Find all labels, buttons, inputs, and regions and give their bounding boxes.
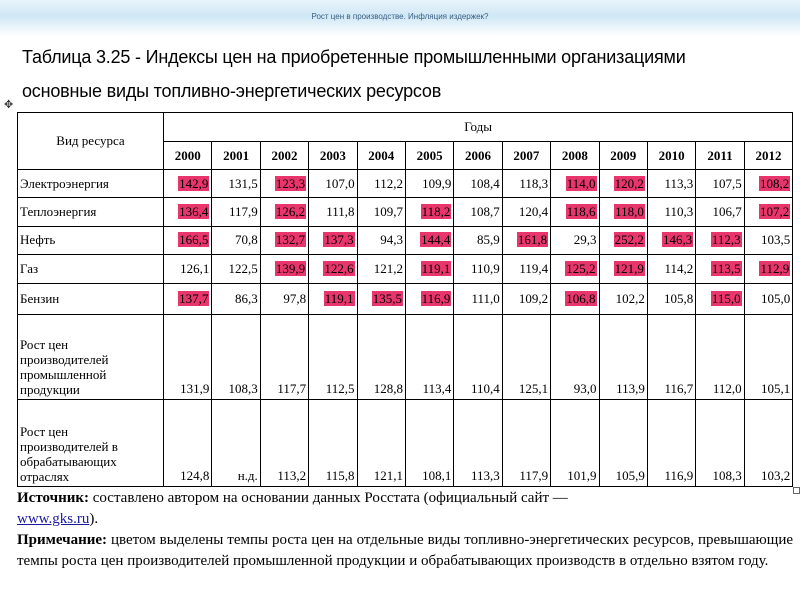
row-label-line: Рост цен xyxy=(20,336,69,352)
year-header: 2012 xyxy=(744,142,793,170)
value-cell xyxy=(696,198,744,226)
year-header: 2000 xyxy=(164,142,212,170)
years-header: Годы xyxy=(164,113,793,142)
value-cell xyxy=(357,255,405,284)
value-cell xyxy=(454,314,502,399)
value-cell xyxy=(405,170,453,198)
highlighted-value-cell xyxy=(260,226,308,254)
value-cell xyxy=(212,314,260,399)
highlighted-value-cell xyxy=(744,198,793,226)
year-header: 2002 xyxy=(260,142,308,170)
highlighted-value-cell xyxy=(551,284,599,314)
cell-value: 107,5 xyxy=(712,175,742,191)
value-cell xyxy=(309,314,357,399)
value-cell xyxy=(599,284,647,314)
value-cell xyxy=(357,198,405,226)
cell-value: 142,9 xyxy=(179,175,209,191)
value-cell xyxy=(309,170,357,198)
value-cell xyxy=(309,399,357,486)
value-cell xyxy=(454,226,502,254)
highlighted-value-cell xyxy=(551,170,599,198)
value-cell xyxy=(357,399,405,486)
year-header: 2010 xyxy=(647,142,695,170)
row-label-line: производителей в xyxy=(20,439,118,454)
value-cell xyxy=(164,314,212,399)
value-cell xyxy=(357,314,405,399)
table-move-handle-icon[interactable]: ✥ xyxy=(4,98,14,111)
highlighted-value-cell xyxy=(405,226,453,254)
year-header: 2003 xyxy=(309,142,357,170)
row-label-line: производителей xyxy=(20,351,109,367)
cell-value: 101,9 xyxy=(567,468,597,483)
value-cell xyxy=(647,170,695,198)
cell-value: 109,7 xyxy=(373,204,403,220)
cell-value: 116,9 xyxy=(421,291,451,307)
value-cell xyxy=(212,255,260,284)
value-cell xyxy=(502,198,550,226)
highlighted-value-cell xyxy=(405,284,453,314)
value-cell xyxy=(502,170,550,198)
cell-value: 107,2 xyxy=(759,204,790,220)
value-cell xyxy=(309,198,357,226)
table-resize-handle[interactable] xyxy=(793,487,800,494)
cell-value: 117,9 xyxy=(519,468,549,483)
cell-value: 113,3 xyxy=(664,175,694,191)
cell-value: 125,2 xyxy=(566,261,596,277)
row-label xyxy=(18,314,164,399)
cell-value: 86,3 xyxy=(235,291,258,307)
source-label: Источник: xyxy=(17,490,89,506)
table-row xyxy=(18,399,793,486)
table-row xyxy=(18,284,793,314)
row-label: Бензин xyxy=(18,284,164,314)
value-cell xyxy=(696,170,744,198)
highlighted-value-cell xyxy=(647,226,695,254)
cell-value: 108,3 xyxy=(712,468,742,483)
cell-value: 117,7 xyxy=(277,380,307,396)
remark-note xyxy=(17,530,793,572)
cell-value: 121,9 xyxy=(614,261,644,277)
cell-value: 113,3 xyxy=(470,468,500,483)
table-row xyxy=(18,170,793,198)
cell-value: 146,3 xyxy=(663,232,693,248)
cell-value: 105,9 xyxy=(615,468,645,483)
highlighted-value-cell xyxy=(357,284,405,314)
year-header: 2005 xyxy=(405,142,453,170)
cell-value: 122,5 xyxy=(228,261,258,277)
cell-value: 112,0 xyxy=(712,380,742,396)
table-title xyxy=(22,40,800,108)
row-label: Нефть xyxy=(18,226,164,254)
row-label-line: отраслях xyxy=(20,469,70,484)
source-text: составлено автором на основании данных Росстата (официальный сайт — xyxy=(89,490,568,506)
value-cell xyxy=(696,399,744,486)
highlighted-value-cell xyxy=(599,255,647,284)
cell-value: 132,7 xyxy=(275,232,306,248)
cell-value: 108,4 xyxy=(470,175,500,191)
cell-value: 112,9 xyxy=(760,261,790,277)
cell-value: 109,9 xyxy=(422,175,452,191)
cell-value: 113,9 xyxy=(616,380,645,396)
cell-value: 252,2 xyxy=(614,232,644,248)
value-cell xyxy=(454,255,502,284)
cell-value: 97,8 xyxy=(283,291,307,307)
highlighted-value-cell xyxy=(164,226,212,254)
highlighted-value-cell xyxy=(502,226,550,254)
year-header: 2007 xyxy=(502,142,550,170)
cell-value: 113,2 xyxy=(277,468,307,483)
value-cell xyxy=(212,198,260,226)
cell-value: 108,7 xyxy=(470,204,500,220)
cell-value: 121,1 xyxy=(373,468,403,483)
value-cell xyxy=(260,284,308,314)
cell-value: 124,8 xyxy=(180,468,210,483)
cell-value: 118,6 xyxy=(566,204,596,220)
highlighted-value-cell xyxy=(405,198,453,226)
year-header: 2004 xyxy=(357,142,405,170)
cell-value: 112,3 xyxy=(711,232,741,248)
highlighted-value-cell xyxy=(260,255,308,284)
table-title-line-1: Таблица 3.25 - Индексы цен на приобретенные промышленными организациями xyxy=(22,47,686,67)
cell-value: 105,8 xyxy=(664,291,694,307)
cell-value: 125,1 xyxy=(518,380,549,396)
year-header: 2009 xyxy=(599,142,647,170)
cell-value: 108,3 xyxy=(228,380,258,396)
value-cell xyxy=(599,399,647,486)
cell-value: 29,3 xyxy=(573,232,597,248)
value-cell xyxy=(599,314,647,399)
value-cell xyxy=(551,314,599,399)
value-cell xyxy=(260,314,308,399)
cell-value: 120,4 xyxy=(518,204,549,220)
value-cell xyxy=(212,226,260,254)
table-body xyxy=(18,170,793,487)
value-cell xyxy=(260,399,308,486)
cell-value: 118,0 xyxy=(615,204,644,220)
value-cell xyxy=(454,170,502,198)
cell-value: 108,1 xyxy=(422,468,452,483)
highlighted-value-cell xyxy=(309,255,357,284)
highlighted-value-cell xyxy=(260,170,308,198)
cell-value: 102,2 xyxy=(615,291,645,307)
value-cell xyxy=(696,314,744,399)
cell-value: 107,0 xyxy=(325,175,355,191)
highlighted-value-cell xyxy=(696,226,744,254)
cell-value: 111,8 xyxy=(326,204,355,220)
cell-value: 110,4 xyxy=(470,380,500,396)
cell-value: 144,4 xyxy=(421,232,451,248)
cell-value: 112,5 xyxy=(325,380,355,396)
value-cell xyxy=(502,255,550,284)
cell-value: 108,2 xyxy=(759,175,790,191)
value-cell xyxy=(647,255,695,284)
cell-value: 120,2 xyxy=(614,175,644,191)
cell-value: н.д. xyxy=(237,468,258,483)
cell-value: 123,3 xyxy=(275,175,306,191)
cell-value: 135,5 xyxy=(372,291,402,307)
cell-value: 109,2 xyxy=(518,291,549,307)
table-notes xyxy=(17,488,793,572)
value-cell xyxy=(405,399,453,486)
note-text: цветом выделены темпы роста цен на отдельные виды топливно-энергетических ресурсов, превышающие темпы роста цен производителей промышленной продукции и обрабатывающих производств в отдельно взятом году. xyxy=(17,532,793,569)
cell-value: 106,8 xyxy=(566,291,596,307)
header-row-years-label xyxy=(18,113,793,142)
cell-value: 121,2 xyxy=(373,261,403,277)
row-label-line: промышленной xyxy=(20,366,107,382)
highlighted-value-cell xyxy=(599,226,647,254)
cell-value: 113,5 xyxy=(711,261,741,277)
value-cell xyxy=(357,226,405,254)
cell-value: 131,9 xyxy=(180,380,210,396)
value-cell xyxy=(647,198,695,226)
cell-value: 112,2 xyxy=(374,175,403,191)
source-link[interactable]: www.gks.ru xyxy=(17,511,90,527)
cell-value: 114,2 xyxy=(664,261,694,277)
year-header: 2008 xyxy=(551,142,599,170)
cell-value: 117,9 xyxy=(229,204,258,220)
cell-value: 105,0 xyxy=(760,291,791,307)
value-cell xyxy=(357,170,405,198)
row-label: Электроэнергия xyxy=(18,170,164,198)
source-end: ). xyxy=(89,511,99,527)
value-cell xyxy=(551,226,599,254)
cell-value: 105,1 xyxy=(760,380,791,396)
cell-value: 122,6 xyxy=(324,261,354,277)
cell-value: 93,0 xyxy=(573,380,597,396)
cell-value: 118,2 xyxy=(421,204,451,220)
year-header: 2011 xyxy=(696,142,744,170)
row-label xyxy=(18,399,164,486)
cell-value: 126,2 xyxy=(275,204,306,220)
cell-value: 115,0 xyxy=(711,291,741,307)
highlighted-value-cell xyxy=(744,170,793,198)
price-index-table xyxy=(17,112,793,487)
cell-value: 113,4 xyxy=(422,380,452,396)
value-cell xyxy=(744,399,793,486)
highlighted-value-cell xyxy=(696,284,744,314)
value-cell xyxy=(502,284,550,314)
table-row xyxy=(18,226,793,254)
highlighted-value-cell xyxy=(405,255,453,284)
cell-value: 137,3 xyxy=(324,232,354,248)
value-cell xyxy=(551,399,599,486)
value-cell xyxy=(164,399,212,486)
row-label-line: Рост цен xyxy=(20,424,69,439)
highlighted-value-cell xyxy=(599,170,647,198)
value-cell xyxy=(744,284,793,314)
value-cell xyxy=(454,399,502,486)
highlighted-value-cell xyxy=(164,170,212,198)
table-title-line-2: основные виды топливно-энергетических ресурсов xyxy=(22,81,442,101)
highlighted-value-cell xyxy=(599,198,647,226)
cell-value: 70,8 xyxy=(235,232,258,248)
highlighted-value-cell xyxy=(744,255,793,284)
table-row xyxy=(18,314,793,399)
cell-value: 161,8 xyxy=(517,232,548,248)
cell-value: 139,9 xyxy=(275,261,306,277)
cell-value: 137,7 xyxy=(179,291,209,307)
highlighted-value-cell xyxy=(260,198,308,226)
cell-value: 118,3 xyxy=(519,175,549,191)
year-header: 2006 xyxy=(454,142,502,170)
value-cell xyxy=(502,314,550,399)
note-label: Примечание: xyxy=(17,532,108,548)
cell-value: 110,9 xyxy=(470,261,500,277)
value-cell xyxy=(647,399,695,486)
cell-value: 119,1 xyxy=(324,291,354,307)
cell-value: 114,0 xyxy=(566,175,596,191)
value-cell xyxy=(212,170,260,198)
cell-value: 110,3 xyxy=(664,204,694,220)
value-cell xyxy=(212,399,260,486)
year-header: 2001 xyxy=(212,142,260,170)
row-label: Газ xyxy=(18,255,164,284)
highlighted-value-cell xyxy=(551,255,599,284)
value-cell xyxy=(647,314,695,399)
cell-value: 128,8 xyxy=(373,380,403,396)
cell-value: 119,1 xyxy=(421,261,451,277)
cell-value: 115,8 xyxy=(325,468,355,483)
cell-value: 106,7 xyxy=(712,204,742,220)
row-label-line: продукции xyxy=(20,381,80,397)
cell-value: 94,3 xyxy=(380,232,403,248)
highlighted-value-cell xyxy=(309,284,357,314)
value-cell xyxy=(454,198,502,226)
cell-value: 131,5 xyxy=(228,175,258,191)
value-cell xyxy=(502,399,550,486)
value-cell xyxy=(164,255,212,284)
cell-value: 126,1 xyxy=(180,261,210,277)
table-row xyxy=(18,255,793,284)
cell-value: 116,7 xyxy=(664,380,694,396)
cell-value: 85,9 xyxy=(476,232,500,248)
resource-column-header: Вид ресурса xyxy=(18,113,164,170)
highlighted-value-cell xyxy=(164,284,212,314)
row-label-line: обрабатывающих xyxy=(20,454,117,469)
value-cell xyxy=(405,314,453,399)
cell-value: 103,5 xyxy=(760,232,791,248)
value-cell xyxy=(744,226,793,254)
cell-value: 103,2 xyxy=(760,468,791,483)
slide-title: Рост цен в производстве. Инфляция издержек? xyxy=(311,12,489,21)
cell-value: 111,0 xyxy=(471,291,500,307)
table-row xyxy=(18,198,793,226)
highlighted-value-cell xyxy=(309,226,357,254)
source-note xyxy=(17,488,793,530)
value-cell xyxy=(744,314,793,399)
value-cell xyxy=(647,284,695,314)
cell-value: 136,4 xyxy=(179,204,209,220)
highlighted-value-cell xyxy=(696,255,744,284)
value-cell xyxy=(454,284,502,314)
highlighted-value-cell xyxy=(164,198,212,226)
highlighted-value-cell xyxy=(551,198,599,226)
cell-value: 166,5 xyxy=(179,232,209,248)
cell-value: 116,9 xyxy=(664,468,694,483)
row-label: Теплоэнергия xyxy=(18,198,164,226)
value-cell xyxy=(212,284,260,314)
cell-value: 119,4 xyxy=(519,261,549,277)
